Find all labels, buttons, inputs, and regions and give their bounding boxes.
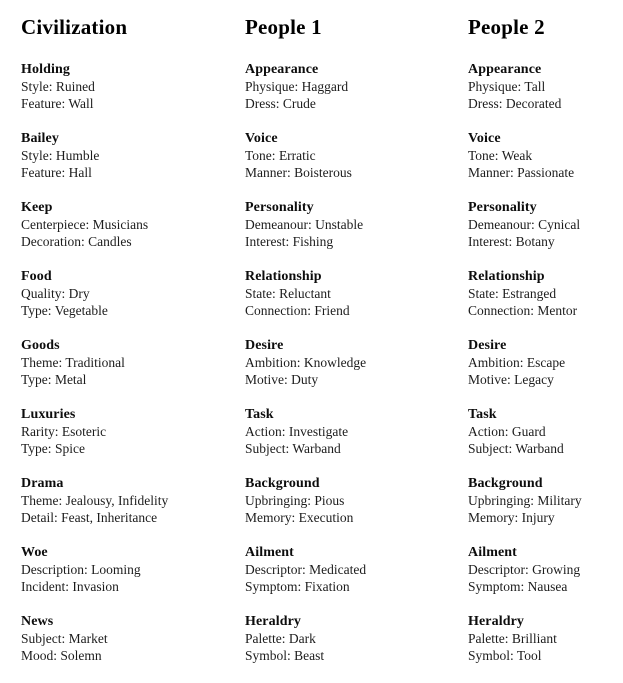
attribute-line <box>468 233 618 250</box>
attribute-label: Action <box>468 424 505 439</box>
attribute-separator: : <box>65 579 73 594</box>
section-title: Voice <box>468 131 501 146</box>
attribute-separator: : <box>54 510 62 525</box>
column-civilization <box>21 15 245 683</box>
attribute-value: Invasion <box>72 579 119 594</box>
section-list <box>468 61 618 664</box>
attribute-line <box>245 233 468 250</box>
attribute-label: Motive <box>468 372 507 387</box>
attribute-label: Feature <box>21 165 62 180</box>
attribute-separator: : <box>53 648 61 663</box>
section-block <box>21 61 245 112</box>
section-block <box>21 544 245 595</box>
attribute-line <box>245 147 468 164</box>
section-title: News <box>21 614 54 629</box>
attribute-value: Beast <box>294 648 325 663</box>
section-title: Heraldry <box>245 614 302 629</box>
attribute-label: Centerpiece <box>21 217 86 232</box>
section-title: Desire <box>245 338 284 353</box>
section-title: Heraldry <box>468 614 525 629</box>
attribute-value: Reluctant <box>279 286 331 301</box>
attribute-line <box>21 78 245 95</box>
attribute-value: Friend <box>314 303 350 318</box>
attribute-line <box>245 423 468 440</box>
attribute-separator: : <box>520 579 528 594</box>
attribute-value: Nausea <box>527 579 568 594</box>
attribute-separator: : <box>61 286 69 301</box>
section-title: Ailment <box>468 545 517 560</box>
attribute-line <box>21 509 245 526</box>
attribute-value: Mentor <box>537 303 578 318</box>
attribute-label: Symbol <box>468 648 511 663</box>
section-block <box>21 130 245 181</box>
attribute-line <box>21 302 245 319</box>
attribute-value: Spice <box>54 441 85 456</box>
attribute-separator: : <box>54 424 62 439</box>
attribute-value: Ruined <box>55 79 95 94</box>
section-title: Luxuries <box>21 407 76 422</box>
attribute-separator: : <box>524 562 533 577</box>
attribute-line <box>245 95 468 112</box>
attribute-value: Pious <box>314 493 345 508</box>
attribute-line <box>245 164 468 181</box>
attribute-label: Action <box>245 424 282 439</box>
attribute-value: Tool <box>516 648 542 663</box>
attribute-label: Style <box>21 148 49 163</box>
attribute-line <box>245 561 468 578</box>
attribute-separator: : <box>58 493 66 508</box>
attribute-label: Dress <box>245 96 276 111</box>
attribute-line <box>468 578 618 595</box>
attribute-value: Vegetable <box>54 303 108 318</box>
attribute-line <box>468 561 618 578</box>
attribute-separator: : <box>291 510 299 525</box>
attribute-label: Type <box>21 372 48 387</box>
attribute-label: Descriptor <box>468 562 525 577</box>
attribute-line <box>468 647 618 664</box>
attribute-line <box>21 354 245 371</box>
attribute-separator: : <box>287 648 295 663</box>
attribute-label: State <box>245 286 272 301</box>
attribute-label: Subject <box>468 441 509 456</box>
attribute-separator: : <box>495 286 503 301</box>
attribute-line <box>245 216 468 233</box>
attribute-value: Legacy <box>514 372 554 387</box>
attribute-line <box>245 578 468 595</box>
attribute-separator: : <box>517 79 525 94</box>
attribute-line <box>468 302 618 319</box>
section-block <box>245 613 468 664</box>
attribute-label: Quality <box>21 286 62 301</box>
column-heading: People 1 <box>245 15 322 39</box>
attribute-separator: : <box>530 303 538 318</box>
attribute-value: Duty <box>291 372 319 387</box>
attribute-label: Physique <box>245 79 295 94</box>
attribute-line <box>21 423 245 440</box>
column-heading: People 2 <box>468 15 545 39</box>
attribute-line <box>245 78 468 95</box>
section-list <box>21 61 245 664</box>
section-block <box>245 337 468 388</box>
attribute-line <box>468 492 618 509</box>
attribute-separator: : <box>61 631 69 646</box>
section-title: Appearance <box>468 62 542 77</box>
attribute-separator: : <box>507 372 515 387</box>
attribute-label: Memory <box>245 510 292 525</box>
column-people-2 <box>468 15 618 683</box>
section-block <box>245 61 468 112</box>
attribute-separator: : <box>296 355 304 370</box>
attribute-value: Injury <box>521 510 555 525</box>
section-title: Personality <box>468 200 537 215</box>
section-title: Drama <box>21 476 64 491</box>
attribute-line <box>468 509 618 526</box>
section-title: Task <box>245 407 274 422</box>
attribute-line <box>245 492 468 509</box>
attribute-separator: : <box>285 441 293 456</box>
attribute-line <box>468 440 618 457</box>
attribute-separator: : <box>48 148 56 163</box>
attribute-separator: : <box>61 165 69 180</box>
section-title: Ailment <box>245 545 294 560</box>
attribute-separator: : <box>530 493 538 508</box>
column-people-1 <box>245 15 468 683</box>
attribute-separator: : <box>307 493 315 508</box>
attribute-line <box>468 216 618 233</box>
attribute-label: Upbringing <box>245 493 308 508</box>
attribute-line <box>21 440 245 457</box>
attribute-label: Type <box>21 303 48 318</box>
attribute-line <box>21 216 245 233</box>
section-block <box>468 199 618 250</box>
attribute-line <box>21 630 245 647</box>
attribute-label: Connection <box>468 303 531 318</box>
section-block <box>245 475 468 526</box>
attribute-label: Style <box>21 79 49 94</box>
section-block <box>468 406 618 457</box>
attribute-line <box>245 630 468 647</box>
attribute-separator: : <box>498 96 506 111</box>
section-title: Background <box>245 476 320 491</box>
attribute-label: Type <box>21 441 48 456</box>
attribute-label: Symbol <box>245 648 288 663</box>
attribute-line <box>245 440 468 457</box>
attribute-separator: : <box>47 303 55 318</box>
attribute-label: Dress <box>468 96 499 111</box>
attribute-value: Erratic <box>278 148 316 163</box>
section-title: Keep <box>21 200 53 215</box>
attribute-separator: : <box>508 441 516 456</box>
section-title: Relationship <box>245 269 322 284</box>
attribute-separator: : <box>48 79 56 94</box>
attribute-label: Subject <box>21 631 62 646</box>
section-title: Relationship <box>468 269 545 284</box>
attribute-label: Decoration <box>21 234 81 249</box>
attribute-value: Dark <box>288 631 316 646</box>
attribute-label: Descriptor <box>245 562 302 577</box>
attribute-separator: : <box>85 217 93 232</box>
section-block <box>21 406 245 457</box>
section-block <box>468 268 618 319</box>
attribute-line <box>21 95 245 112</box>
attribute-label: Theme <box>21 355 59 370</box>
attribute-value: Candles <box>88 234 132 249</box>
attribute-separator: : <box>275 96 283 111</box>
attribute-label: Connection <box>245 303 308 318</box>
attribute-line <box>245 509 468 526</box>
attribute-label: Tone <box>468 148 495 163</box>
attribute-separator: : <box>519 355 527 370</box>
attribute-value: Dry <box>68 286 90 301</box>
attribute-value: Fixation <box>304 579 350 594</box>
attribute-value: Crude <box>282 96 316 111</box>
attribute-line <box>245 354 468 371</box>
attribute-separator: : <box>508 234 516 249</box>
attribute-label: Feature <box>21 96 62 111</box>
section-title: Task <box>468 407 497 422</box>
attribute-label: Interest <box>245 234 286 249</box>
attribute-label: Description <box>21 562 84 577</box>
attribute-value: Market <box>68 631 108 646</box>
section-block <box>21 268 245 319</box>
attribute-label: Rarity <box>21 424 55 439</box>
section-title: Background <box>468 476 543 491</box>
attribute-line <box>245 647 468 664</box>
attribute-line <box>21 147 245 164</box>
attribute-value: Metal <box>54 372 87 387</box>
section-block <box>245 268 468 319</box>
attribute-label: Palette <box>468 631 505 646</box>
attribute-label: Demeanour <box>245 217 308 232</box>
attribute-value: Humble <box>55 148 100 163</box>
attribute-value: Botany <box>515 234 555 249</box>
attribute-value: Boisterous <box>294 165 352 180</box>
attribute-value: Passionate <box>517 165 575 180</box>
section-block <box>245 199 468 250</box>
attribute-value: Unstable <box>315 217 364 232</box>
attribute-separator: : <box>286 165 295 180</box>
attribute-line <box>468 164 618 181</box>
attribute-value: Military <box>537 493 582 508</box>
attribute-label: Theme <box>21 493 59 508</box>
attribute-value: Escape <box>526 355 566 370</box>
attribute-label: State <box>468 286 495 301</box>
attribute-value: Jealousy, Infidelity <box>65 493 169 508</box>
attribute-label: Tone <box>245 148 272 163</box>
attribute-value: Knowledge <box>303 355 367 370</box>
attribute-separator: : <box>510 648 517 663</box>
section-block <box>468 337 618 388</box>
attribute-label: Ambition <box>468 355 520 370</box>
section-block <box>245 544 468 595</box>
attribute-label: Symptom <box>245 579 298 594</box>
attribute-line <box>21 233 245 250</box>
attribute-separator: : <box>307 303 315 318</box>
attribute-value: Fishing <box>292 234 334 249</box>
attribute-value: Cynical <box>538 217 581 232</box>
attribute-label: Incident <box>21 579 66 594</box>
section-block <box>21 475 245 526</box>
section-title: Bailey <box>21 131 59 146</box>
section-block <box>468 613 618 664</box>
attribute-separator: : <box>301 562 310 577</box>
attribute-line <box>468 371 618 388</box>
attribute-line <box>21 578 245 595</box>
attribute-separator: : <box>47 441 55 456</box>
attribute-value: Hall <box>68 165 92 180</box>
attribute-separator: : <box>530 217 539 232</box>
attribute-separator: : <box>284 372 292 387</box>
attribute-separator: : <box>285 234 293 249</box>
section-title: Desire <box>468 338 507 353</box>
attribute-label: Subject <box>245 441 286 456</box>
attribute-value: Traditional <box>65 355 125 370</box>
attribute-line <box>21 371 245 388</box>
attribute-line <box>468 95 618 112</box>
attribute-value: Investigate <box>288 424 349 439</box>
section-list <box>245 61 468 664</box>
attribute-line <box>21 285 245 302</box>
attribute-label: Upbringing <box>468 493 531 508</box>
attribute-value: Weak <box>501 148 533 163</box>
attribute-separator: : <box>61 96 69 111</box>
section-title: Holding <box>21 62 70 77</box>
section-block <box>245 130 468 181</box>
attribute-label: Palette <box>245 631 282 646</box>
attribute-label: Symptom <box>468 579 521 594</box>
column-heading: Civilization <box>21 15 128 39</box>
attribute-line <box>21 164 245 181</box>
attribute-value: Decorated <box>505 96 562 111</box>
section-block <box>21 613 245 664</box>
attribute-value: Warband <box>292 441 341 456</box>
attribute-line <box>468 630 618 647</box>
section-title: Voice <box>245 131 278 146</box>
attribute-label: Manner <box>245 165 287 180</box>
attribute-value: Growing <box>532 562 581 577</box>
attribute-separator: : <box>58 355 66 370</box>
attribute-line <box>245 285 468 302</box>
attribute-label: Detail <box>21 510 54 525</box>
attribute-separator: : <box>514 510 522 525</box>
section-title: Personality <box>245 200 314 215</box>
attribute-separator: : <box>494 148 502 163</box>
attribute-value: Warband <box>515 441 564 456</box>
attribute-label: Manner <box>468 165 510 180</box>
section-title: Food <box>21 269 52 284</box>
attribute-value: Brilliant <box>511 631 557 646</box>
attribute-separator: : <box>281 631 289 646</box>
attribute-separator: : <box>504 424 512 439</box>
attribute-separator: : <box>294 79 302 94</box>
attribute-value: Wall <box>68 96 94 111</box>
section-block <box>468 130 618 181</box>
section-block <box>21 199 245 250</box>
attribute-label: Memory <box>468 510 515 525</box>
attribute-line <box>245 302 468 319</box>
attribute-value: Solemn <box>60 648 102 663</box>
attribute-value: Medicated <box>309 562 367 577</box>
attribute-line <box>468 354 618 371</box>
attribute-value: Esoteric <box>61 424 107 439</box>
section-block <box>245 406 468 457</box>
attribute-separator: : <box>281 424 289 439</box>
attribute-separator: : <box>272 286 280 301</box>
attribute-value: Musicians <box>92 217 149 232</box>
section-title: Appearance <box>245 62 319 77</box>
attribute-separator: : <box>297 579 305 594</box>
attribute-line <box>468 78 618 95</box>
attribute-label: Demeanour <box>468 217 531 232</box>
section-block <box>21 337 245 388</box>
attribute-value: Haggard <box>301 79 349 94</box>
attribute-label: Physique <box>468 79 518 94</box>
section-block <box>468 475 618 526</box>
attribute-value: Estranged <box>502 286 557 301</box>
attribute-separator: : <box>509 165 518 180</box>
attribute-line <box>245 371 468 388</box>
section-title: Woe <box>21 545 48 560</box>
attribute-label: Interest <box>468 234 509 249</box>
attribute-separator: : <box>504 631 512 646</box>
attribute-value: Looming <box>91 562 141 577</box>
attribute-value: Guard <box>511 424 546 439</box>
attribute-line <box>21 561 245 578</box>
attribute-value: Feast, Inheritance <box>61 510 158 525</box>
attribute-line <box>21 647 245 664</box>
attribute-separator: : <box>84 562 92 577</box>
attribute-separator: : <box>47 372 55 387</box>
section-block <box>468 61 618 112</box>
attribute-label: Ambition <box>245 355 297 370</box>
attribute-line <box>468 285 618 302</box>
attribute-line <box>468 147 618 164</box>
attribute-value: Execution <box>298 510 354 525</box>
attribute-separator: : <box>80 234 89 249</box>
attribute-separator: : <box>307 217 316 232</box>
attribute-value: Tall <box>524 79 546 94</box>
section-title: Goods <box>21 338 60 353</box>
attribute-label: Motive <box>245 372 284 387</box>
attribute-line <box>468 423 618 440</box>
attribute-line <box>21 492 245 509</box>
section-block <box>468 544 618 595</box>
attribute-label: Mood <box>21 648 54 663</box>
attribute-separator: : <box>271 148 279 163</box>
